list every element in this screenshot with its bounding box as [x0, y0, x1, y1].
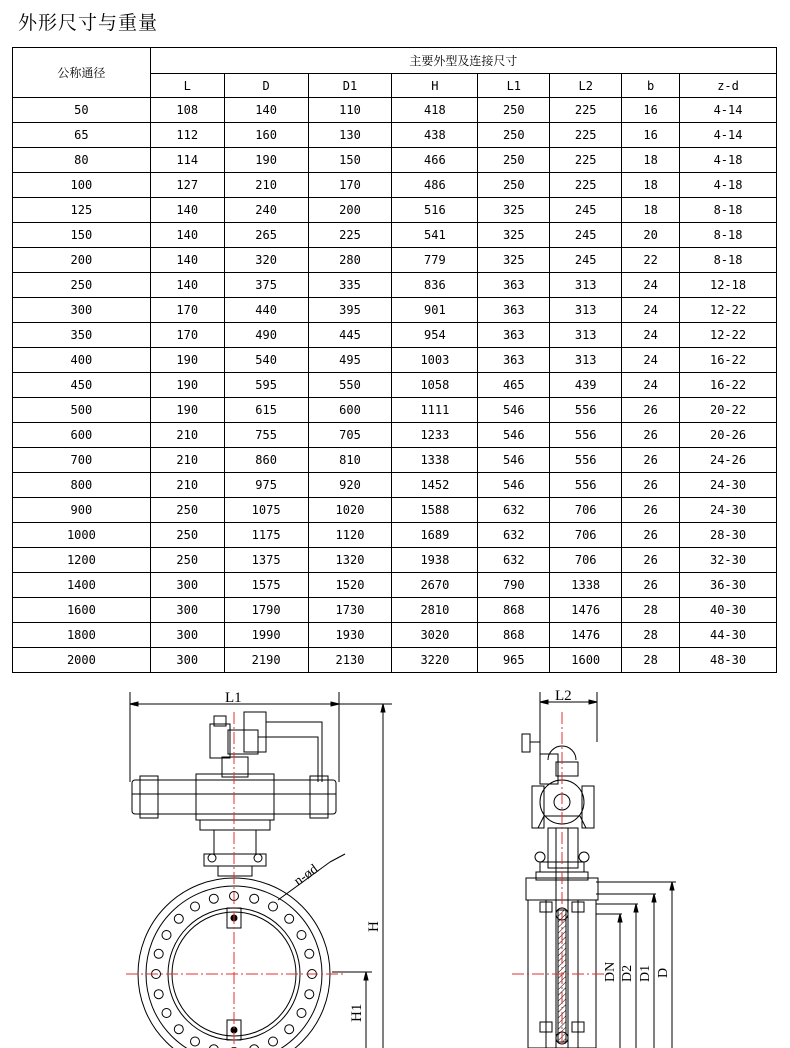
- dimension-cell: 170: [150, 298, 224, 323]
- column-header: D1: [308, 74, 392, 98]
- nominal-diameter-cell: 1600: [13, 598, 151, 623]
- bolt-hole: [209, 894, 218, 903]
- bolt-hole: [162, 1009, 171, 1018]
- dimension-cell: 3220: [392, 648, 478, 673]
- bolt-hole: [162, 931, 171, 940]
- dimension-cell: 706: [550, 548, 622, 573]
- dimension-cell: 130: [308, 123, 392, 148]
- dimension-cell: 300: [150, 573, 224, 598]
- bolt-hole: [297, 1009, 306, 1018]
- dimension-cell: 4-18: [680, 148, 777, 173]
- dimension-cell: 8-18: [680, 198, 777, 223]
- nominal-diameter-cell: 200: [13, 248, 151, 273]
- bolt-hole: [191, 902, 200, 911]
- dimension-cell: 836: [392, 273, 478, 298]
- dimension-cell: 965: [478, 648, 550, 673]
- dimension-cell: 26: [622, 398, 680, 423]
- dimension-cell: 363: [478, 298, 550, 323]
- dimension-cell: 1790: [224, 598, 308, 623]
- dimension-cell: 110: [308, 98, 392, 123]
- front-view: [130, 692, 392, 1048]
- dimension-cell: 28: [622, 648, 680, 673]
- column-header: L: [150, 74, 224, 98]
- table-row: [13, 548, 777, 573]
- dimension-cell: 24-26: [680, 448, 777, 473]
- dimension-cell: 210: [150, 448, 224, 473]
- dimension-cell: 465: [478, 373, 550, 398]
- table-row: [13, 623, 777, 648]
- dimension-cell: 439: [550, 373, 622, 398]
- dimension-cell: 418: [392, 98, 478, 123]
- dimension-cell: 112: [150, 123, 224, 148]
- dimension-cell: 170: [150, 323, 224, 348]
- dimension-cell: 210: [150, 473, 224, 498]
- bolt-hole: [269, 902, 278, 911]
- dimension-cell: 615: [224, 398, 308, 423]
- table-row: [13, 198, 777, 223]
- column-header: L1: [478, 74, 550, 98]
- dimension-cell: 1020: [308, 498, 392, 523]
- dimension-cell: 127: [150, 173, 224, 198]
- page-title: 外形尺寸与重量: [18, 12, 159, 34]
- dimension-cell: 313: [550, 298, 622, 323]
- dimension-cell: 954: [392, 323, 478, 348]
- dimension-cell: 200: [308, 198, 392, 223]
- dimension-cell: 36-30: [680, 573, 777, 598]
- dimension-cell: 363: [478, 273, 550, 298]
- dimension-cell: 313: [550, 348, 622, 373]
- h-label: H: [366, 921, 382, 932]
- dimension-cell: 790: [478, 573, 550, 598]
- table-row: [13, 573, 777, 598]
- dimension-cell: 325: [478, 223, 550, 248]
- dimension-cell: 546: [478, 473, 550, 498]
- dimension-cell: 2810: [392, 598, 478, 623]
- nominal-diameter-cell: 400: [13, 348, 151, 373]
- dimension-cell: 20: [622, 223, 680, 248]
- bolt-hole: [285, 1025, 294, 1034]
- dimension-cell: 250: [478, 98, 550, 123]
- nominal-diameter-cell: 1400: [13, 573, 151, 598]
- d1-label: D1: [638, 964, 653, 982]
- dimension-cell: 28: [622, 623, 680, 648]
- main-dimensions-header: 主要外型及连接尺寸: [150, 48, 776, 74]
- nominal-diameter-cell: 1200: [13, 548, 151, 573]
- dimension-cell: 632: [478, 548, 550, 573]
- dimension-cell: 24: [622, 273, 680, 298]
- column-header: L2: [550, 74, 622, 98]
- dimension-cell: 541: [392, 223, 478, 248]
- dimension-cell: 24: [622, 298, 680, 323]
- dimension-cell: 440: [224, 298, 308, 323]
- dimension-cell: 546: [478, 448, 550, 473]
- nominal-diameter-cell: 1000: [13, 523, 151, 548]
- nominal-diameter-cell: 500: [13, 398, 151, 423]
- nominal-diameter-cell: 700: [13, 448, 151, 473]
- dimension-cell: 335: [308, 273, 392, 298]
- bolt-hole: [297, 931, 306, 940]
- dimension-cell: 1520: [308, 573, 392, 598]
- bolt-hole: [305, 949, 314, 958]
- side-centerlines: [512, 712, 612, 1048]
- nominal-diameter-cell: 50: [13, 98, 151, 123]
- dimension-cell: 210: [150, 423, 224, 448]
- dimension-cell: 190: [150, 348, 224, 373]
- dimension-cell: 225: [550, 173, 622, 198]
- dimension-cell: 920: [308, 473, 392, 498]
- nominal-diameter-cell: 450: [13, 373, 151, 398]
- nominal-diameter-cell: 1800: [13, 623, 151, 648]
- dimension-cell: 26: [622, 523, 680, 548]
- l1-label: L1: [225, 690, 242, 706]
- dimension-cell: 1476: [550, 598, 622, 623]
- dimension-cell: 1938: [392, 548, 478, 573]
- dimension-cell: 466: [392, 148, 478, 173]
- bolt-hole: [174, 914, 183, 923]
- dimension-cell: 240: [224, 198, 308, 223]
- dimension-cell: 1375: [224, 548, 308, 573]
- dimension-cell: 556: [550, 423, 622, 448]
- dimension-cell: 375: [224, 273, 308, 298]
- dimension-cell: 190: [150, 373, 224, 398]
- nominal-diameter-cell: 125: [13, 198, 151, 223]
- dimension-cell: 779: [392, 248, 478, 273]
- dimension-cell: 24-30: [680, 498, 777, 523]
- dimension-cell: 12-22: [680, 323, 777, 348]
- dimension-cell: 546: [478, 423, 550, 448]
- dimension-cell: 20-26: [680, 423, 777, 448]
- nominal-diameter-header: 公称通径: [13, 48, 151, 98]
- dimension-cell: 320: [224, 248, 308, 273]
- dimension-cell: 706: [550, 498, 622, 523]
- dimension-cell: 2130: [308, 648, 392, 673]
- dimension-cell: 140: [150, 248, 224, 273]
- table-row: [13, 298, 777, 323]
- dimension-cell: 24: [622, 373, 680, 398]
- dimension-cell: 140: [224, 98, 308, 123]
- table-row: [13, 148, 777, 173]
- table-row: [13, 598, 777, 623]
- nominal-diameter-cell: 600: [13, 423, 151, 448]
- dimension-cell: 313: [550, 323, 622, 348]
- dimension-cell: 363: [478, 348, 550, 373]
- column-header: z-d: [680, 74, 777, 98]
- table-row: [13, 223, 777, 248]
- dimension-cell: 8-18: [680, 248, 777, 273]
- l2-label: L2: [555, 688, 572, 704]
- dimension-cell: 44-30: [680, 623, 777, 648]
- dimension-cell: 170: [308, 173, 392, 198]
- dimension-cell: 1476: [550, 623, 622, 648]
- dimension-cell: 556: [550, 473, 622, 498]
- bolt-hole: [154, 990, 163, 999]
- bolt-hole: [269, 1037, 278, 1046]
- nominal-diameter-cell: 800: [13, 473, 151, 498]
- nominal-diameter-cell: 80: [13, 148, 151, 173]
- d-label: D: [656, 967, 671, 978]
- h1-label: H1: [349, 1003, 365, 1022]
- dimension-cell: 32-30: [680, 548, 777, 573]
- table-row: [13, 173, 777, 198]
- dimension-cell: 706: [550, 523, 622, 548]
- bolt-hole: [305, 990, 314, 999]
- side-view: [522, 692, 676, 1048]
- dimension-cell: 18: [622, 198, 680, 223]
- dimension-cell: 245: [550, 223, 622, 248]
- dimension-cell: 1075: [224, 498, 308, 523]
- dimension-cell: 490: [224, 323, 308, 348]
- dimension-cell: 8-18: [680, 223, 777, 248]
- dimension-cell: 26: [622, 423, 680, 448]
- dimension-cell: 12-18: [680, 273, 777, 298]
- dimension-cell: 280: [308, 248, 392, 273]
- dimension-cell: 140: [150, 198, 224, 223]
- dimension-cell: 556: [550, 448, 622, 473]
- dimension-cell: 24: [622, 323, 680, 348]
- dimension-cell: 1575: [224, 573, 308, 598]
- dimension-cell: 2670: [392, 573, 478, 598]
- dimension-table: [12, 47, 777, 673]
- table-row: [13, 248, 777, 273]
- dimension-cell: 114: [150, 148, 224, 173]
- dimension-cell: 24-30: [680, 473, 777, 498]
- dimension-cell: 190: [150, 398, 224, 423]
- bolt-hole: [285, 914, 294, 923]
- dimension-cell: 495: [308, 348, 392, 373]
- dimension-cell: 18: [622, 173, 680, 198]
- dimension-cell: 1588: [392, 498, 478, 523]
- table-row: [13, 373, 777, 398]
- dimension-cell: 225: [308, 223, 392, 248]
- dimension-cell: 48-30: [680, 648, 777, 673]
- dimension-cell: 140: [150, 223, 224, 248]
- dimension-cell: 556: [550, 398, 622, 423]
- dimension-cell: 250: [150, 523, 224, 548]
- nominal-diameter-cell: 65: [13, 123, 151, 148]
- dimension-cell: 975: [224, 473, 308, 498]
- dimension-cell: 1175: [224, 523, 308, 548]
- dimension-cell: 868: [478, 598, 550, 623]
- dimension-cell: 438: [392, 123, 478, 148]
- dimension-cell: 325: [478, 198, 550, 223]
- dimension-cell: 18: [622, 148, 680, 173]
- dimension-cell: 190: [224, 148, 308, 173]
- dimension-cell: 1111: [392, 398, 478, 423]
- dimension-cell: 24: [622, 348, 680, 373]
- nominal-diameter-cell: 250: [13, 273, 151, 298]
- dimension-cell: 550: [308, 373, 392, 398]
- dimension-cell: 1990: [224, 623, 308, 648]
- dimension-cell: 395: [308, 298, 392, 323]
- dimension-cell: 26: [622, 473, 680, 498]
- column-header: D: [224, 74, 308, 98]
- valve-drawing: [0, 682, 790, 1048]
- dimension-cell: 2190: [224, 648, 308, 673]
- dimension-cell: 755: [224, 423, 308, 448]
- nominal-diameter-cell: 350: [13, 323, 151, 348]
- table-row: [13, 348, 777, 373]
- bolt-hole: [191, 1037, 200, 1046]
- table-row: [13, 398, 777, 423]
- dimension-cell: 1338: [392, 448, 478, 473]
- table-row: [13, 473, 777, 498]
- dimension-cell: 250: [478, 148, 550, 173]
- dimension-cell: 225: [550, 148, 622, 173]
- table-row: [13, 648, 777, 673]
- dimension-cell: 245: [550, 198, 622, 223]
- dimension-cell: 632: [478, 523, 550, 548]
- dimension-cell: 868: [478, 623, 550, 648]
- dimension-cell: 140: [150, 273, 224, 298]
- dimension-cell: 516: [392, 198, 478, 223]
- table-row: [13, 273, 777, 298]
- dimension-cell: 486: [392, 173, 478, 198]
- dimension-cell: 12-22: [680, 298, 777, 323]
- dimension-cell: 445: [308, 323, 392, 348]
- dimension-cell: 225: [550, 123, 622, 148]
- dimension-cell: 28: [622, 598, 680, 623]
- dimension-cell: 1003: [392, 348, 478, 373]
- dimension-cell: 632: [478, 498, 550, 523]
- column-header: H: [392, 74, 478, 98]
- dimension-cell: 26: [622, 573, 680, 598]
- dimension-cell: 3020: [392, 623, 478, 648]
- dimension-cell: 901: [392, 298, 478, 323]
- nominal-diameter-cell: 300: [13, 298, 151, 323]
- dimension-cell: 1730: [308, 598, 392, 623]
- nominal-diameter-cell: 2000: [13, 648, 151, 673]
- dimension-cell: 16-22: [680, 348, 777, 373]
- bolt-hole: [250, 894, 259, 903]
- dimension-cell: 705: [308, 423, 392, 448]
- dn-label: DN: [603, 961, 618, 982]
- dimension-cell: 1320: [308, 548, 392, 573]
- dimension-cell: 1338: [550, 573, 622, 598]
- d2-label: D2: [620, 964, 635, 982]
- dimension-cell: 250: [150, 498, 224, 523]
- dimension-cell: 245: [550, 248, 622, 273]
- dimension-cell: 300: [150, 623, 224, 648]
- nominal-diameter-cell: 100: [13, 173, 151, 198]
- dimension-cell: 108: [150, 98, 224, 123]
- table-row: [13, 323, 777, 348]
- dimension-cell: 26: [622, 448, 680, 473]
- dimension-cell: 1930: [308, 623, 392, 648]
- dimension-cell: 40-30: [680, 598, 777, 623]
- dimension-cell: 22: [622, 248, 680, 273]
- table-row: [13, 423, 777, 448]
- dimension-cell: 4-14: [680, 98, 777, 123]
- dimension-cell: 210: [224, 173, 308, 198]
- dimension-cell: 546: [478, 398, 550, 423]
- dimension-cell: 600: [308, 398, 392, 423]
- table-row: [13, 98, 777, 123]
- column-header: b: [622, 74, 680, 98]
- dimension-cell: 16: [622, 123, 680, 148]
- table-row: [13, 523, 777, 548]
- bolt-hole: [174, 1025, 183, 1034]
- dimension-cell: 363: [478, 323, 550, 348]
- dimension-cell: 250: [150, 548, 224, 573]
- dimension-cell: 1233: [392, 423, 478, 448]
- dimension-cell: 160: [224, 123, 308, 148]
- dimension-cell: 265: [224, 223, 308, 248]
- bolt-hole: [154, 949, 163, 958]
- dimension-cell: 26: [622, 548, 680, 573]
- dimension-cell: 595: [224, 373, 308, 398]
- dimension-cell: 16: [622, 98, 680, 123]
- dimension-cell: 325: [478, 248, 550, 273]
- dimension-cell: 313: [550, 273, 622, 298]
- dimension-cell: 4-18: [680, 173, 777, 198]
- dimension-cell: 1600: [550, 648, 622, 673]
- dimension-cell: 860: [224, 448, 308, 473]
- table-row: [13, 498, 777, 523]
- dimension-cell: 28-30: [680, 523, 777, 548]
- dimension-cell: 300: [150, 598, 224, 623]
- table-row: [13, 123, 777, 148]
- dimension-cell: 1689: [392, 523, 478, 548]
- dimension-cell: 300: [150, 648, 224, 673]
- table-row: [13, 448, 777, 473]
- bolt-label: n-ød: [291, 862, 322, 890]
- dimension-cell: 1120: [308, 523, 392, 548]
- dimension-cell: 150: [308, 148, 392, 173]
- dimension-cell: 4-14: [680, 123, 777, 148]
- dimension-cell: 1058: [392, 373, 478, 398]
- dimension-cell: 250: [478, 123, 550, 148]
- dimension-cell: 1452: [392, 473, 478, 498]
- dimension-cell: 250: [478, 173, 550, 198]
- dimension-cell: 20-22: [680, 398, 777, 423]
- dimension-cell: 16-22: [680, 373, 777, 398]
- dimension-cell: 26: [622, 498, 680, 523]
- nominal-diameter-cell: 150: [13, 223, 151, 248]
- dimension-cell: 225: [550, 98, 622, 123]
- nominal-diameter-cell: 900: [13, 498, 151, 523]
- dimension-cell: 540: [224, 348, 308, 373]
- dimension-cell: 810: [308, 448, 392, 473]
